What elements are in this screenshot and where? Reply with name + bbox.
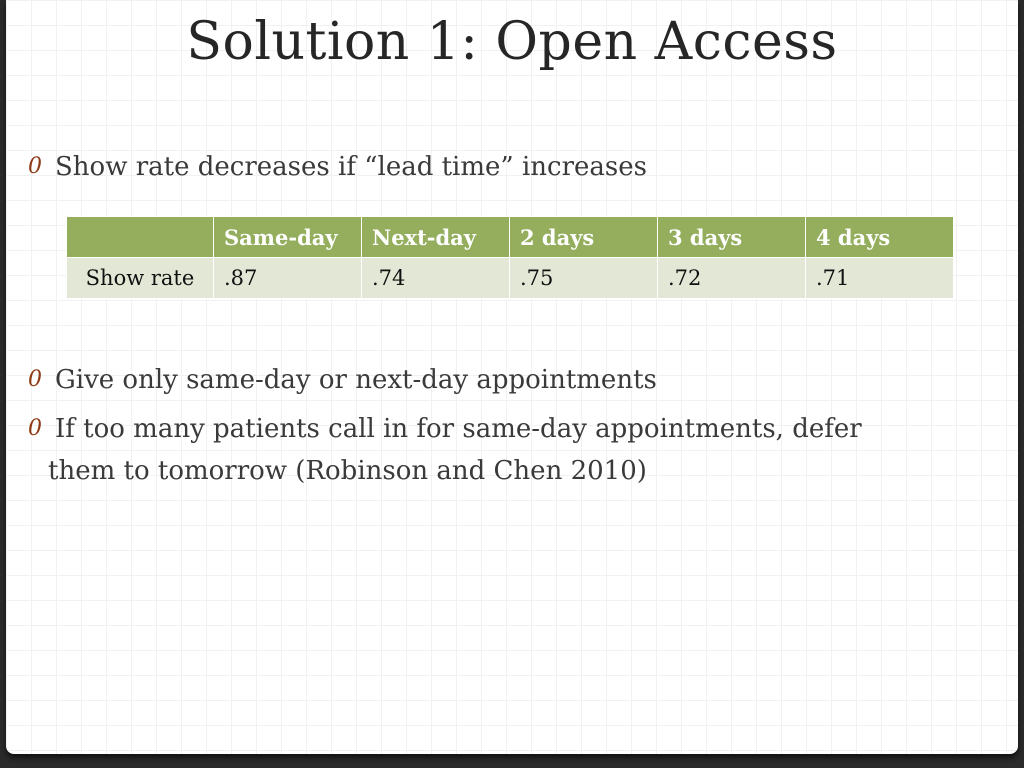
table-header-cell: 4 days	[806, 217, 954, 258]
table-header-cell: Same-day	[214, 217, 362, 258]
bullet-marker: 0	[28, 416, 42, 441]
table-header-row	[67, 217, 954, 258]
table-header-cell: Next-day	[362, 217, 510, 258]
table-cell: .72	[658, 258, 806, 299]
table-header-cell: 2 days	[510, 217, 658, 258]
bullet-marker: 0	[28, 367, 42, 392]
table-header-cell	[67, 217, 214, 258]
table-header-cell: 3 days	[658, 217, 806, 258]
table-cell: .87	[214, 258, 362, 299]
bullet-item	[28, 359, 955, 401]
bullet-marker: 0	[28, 154, 42, 179]
table-cell: .71	[806, 258, 954, 299]
table-row	[67, 258, 954, 299]
slide-title: Solution 1: Open Access	[186, 12, 838, 72]
bullet-text-continuation: them to tomorrow (Robinson and Chen 2010)	[48, 456, 647, 486]
bullet-text: Show rate decreases if “lead time” increases	[55, 152, 647, 182]
bullet-text: Give only same-day or next-day appointments	[55, 365, 657, 395]
bullet-item	[28, 146, 955, 188]
show-rate-table	[66, 216, 954, 299]
bullet-item	[28, 408, 955, 492]
table-cell: .75	[510, 258, 658, 299]
table-row-label: Show rate	[67, 258, 214, 299]
slide	[6, 0, 1018, 754]
bullet-text: If too many patients call in for same-day appointments, defer	[55, 414, 862, 444]
table-cell: .74	[362, 258, 510, 299]
